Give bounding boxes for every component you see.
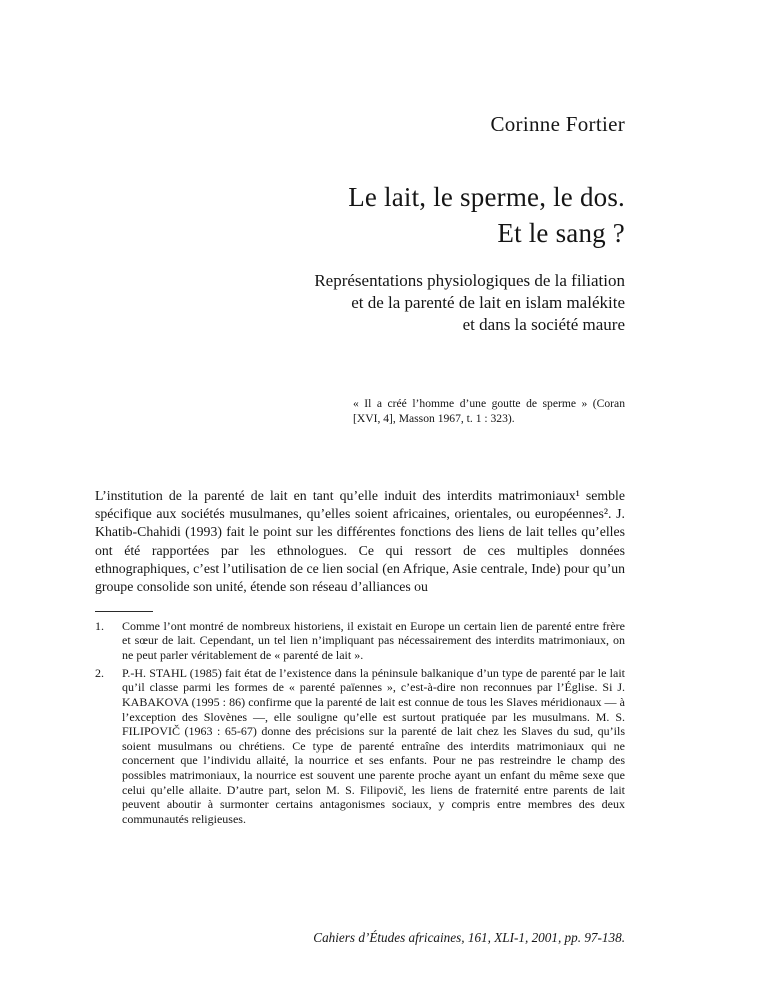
article-title (95, 179, 625, 252)
article-subtitle (95, 270, 625, 336)
epigraph-quote: « Il a créé l’homme d’une goutte de sperme » (Coran [XVI, 4], Masson 1967, t. 1 : 323). (353, 397, 625, 426)
footnote-1-text: Comme l’ont montré de nombreux historiens, il existait en Europe un certain lien de parenté entre frère et sœur de lait. Cependant, un tel lien n’impliquant pas nécessairement des interdits matrimoniaux, on ne peut parler véritablement de « parenté de lait ». (122, 618, 625, 663)
subtitle-line-2: et de la parenté de lait en islam malékite (351, 292, 625, 312)
footnote-2 (95, 666, 625, 827)
footnote-2-text: P.-H. STAHL (1985) fait état de l’existence dans la péninsule balkanique d’un type de parenté par le lait qu’il classe parmi les formes de « parenté païennes », c’est-à-dire non reconnues par l’Église. Si J. KABAKOVA (1995 : 86) confirme que la parenté de lait est connue de tous les Slaves méridionaux — à l’exception des Slovènes —, elle souligne qu’elle est surtout pratiquée par les musulmans. M. S. FILIPOVIČ (1963 : 65-67) donne des précisions sur la parenté de lait chez les Slaves du sud, qu’ils soient musulmans ou chrétiens. Ce type de parenté entraîne des interdits matrimoniaux qui ne concernent que l’individu allaité, la nourrice et ses enfants. Pour ne pas restreindre le champ des possibles matrimoniaux, la nourrice est souvent une parente proche ayant un enfant du même sexe que celui qu’elle allaite. D’autre part, selon M. S. Filipovič, les liens de fraternité entre parents de lait peuvent aboutir à surmonter certains antagonismes sociaux, y compris entre membres des deux communautés religieuses. (122, 665, 625, 826)
journal-citation: Cahiers d’Études africaines, 161, XLI-1, 2001, pp. 97-138. (313, 930, 625, 945)
author-name: Corinne Fortier (490, 112, 625, 136)
article-title-line-2: Et le sang ? (497, 218, 625, 249)
body-paragraph: L’institution de la parenté de lait en tant qu’elle induit des interdits matrimoniaux¹ semble spécifique aux sociétés musulmanes, qu’elles soient africaines, orientales, ou européennes². J. Khatib-Chahidi (1993) fait le point sur les différentes fonctions des liens de lait telles qu’elles ont été rapportées par les ethnologues. Ce qui ressort de ces multiples données ethnographiques, c’est l’utilisation de ce lien social (en Afrique, Asie centrale, Inde) pour qu’un groupe consolide son unité, étende son réseau d’alliances ou (95, 487, 625, 595)
article-title-line-1: Le lait, le sperme, le dos. (348, 182, 625, 212)
footnote-1 (95, 619, 625, 663)
footnote-1-number: 1. (95, 618, 104, 633)
subtitle-line-1: Représentations physiologiques de la filiation (314, 270, 625, 290)
footnote-divider (95, 611, 153, 612)
footnote-2-number: 2. (95, 665, 104, 680)
subtitle-line-3: et dans la société maure (462, 315, 625, 335)
